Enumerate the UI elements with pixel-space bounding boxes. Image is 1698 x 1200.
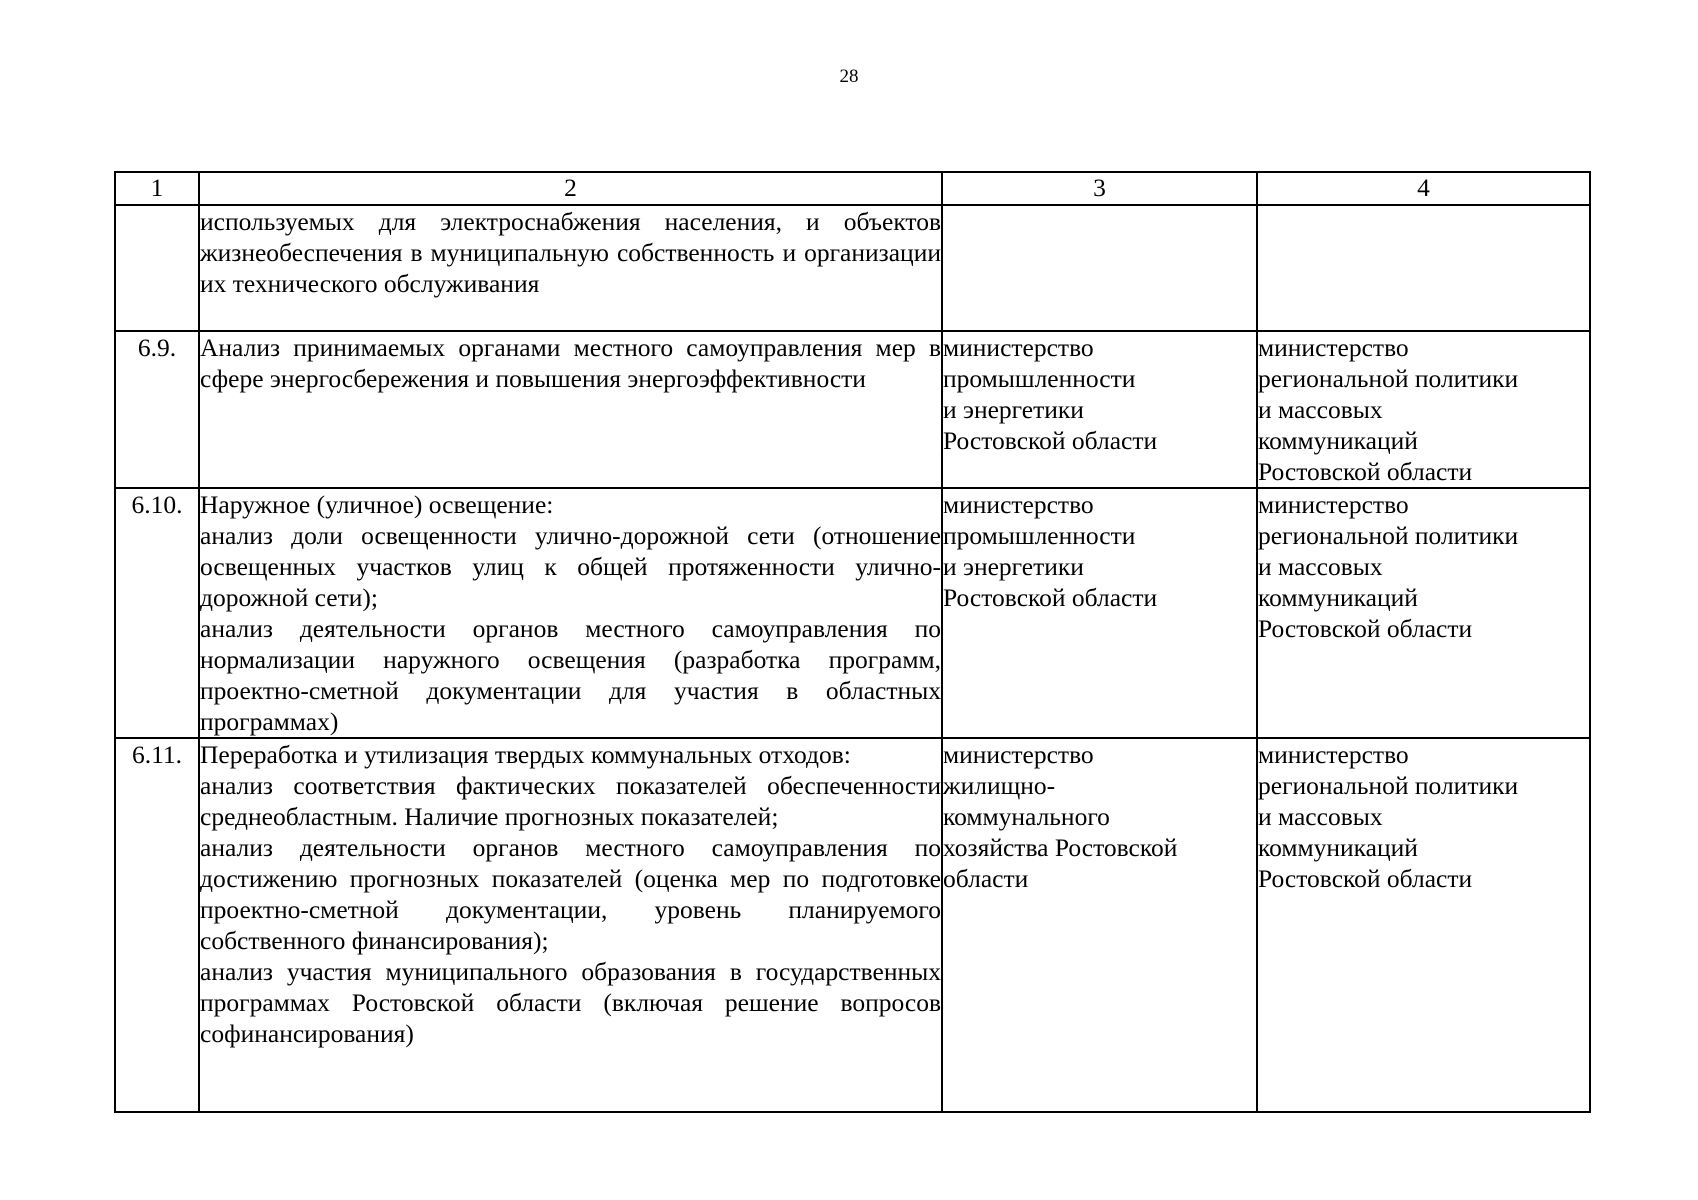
coexecutor-cell (1257, 331, 1590, 488)
responsible-line: министерство (943, 333, 1094, 362)
responsible-line: Ростовской области (943, 426, 1158, 455)
header-col-2: 2 (199, 172, 942, 205)
coexecutor-line: региональной политики (1258, 364, 1519, 393)
description-text: используемых для электроснабжения населения, и объектов жизнеобеспечения в муниципальную собственность и организации их технического обслуживания (200, 207, 941, 298)
responsible-cell (942, 205, 1257, 331)
row-description (199, 205, 942, 331)
coexecutor-line: Ростовской области (1258, 457, 1473, 486)
responsible-line: промышленности (943, 364, 1136, 393)
coexecutor-line: коммуникаций (1258, 583, 1418, 612)
coexecutor-line: и массовых (1258, 802, 1383, 831)
responsible-cell (942, 331, 1257, 488)
row-description (199, 331, 942, 488)
coexecutor-line: и массовых (1258, 395, 1383, 424)
coexecutor-line: региональной политики (1258, 521, 1519, 550)
responsible-cell (942, 488, 1257, 738)
measures-table (114, 171, 1591, 1113)
description-text: Анализ принимаемых органами местного самоуправления мер в сфере энергосбережения и повышения энергоэффективности (200, 333, 941, 393)
responsible-line: коммунального (943, 802, 1110, 831)
table-header-row (115, 172, 1590, 205)
responsible-line: и энергетики (943, 395, 1084, 424)
description-text: Переработка и утилизация твердых коммунальных отходов: (200, 740, 851, 769)
description-text: анализ деятельности органов местного самоуправления по достижению прогнозных показателей (оценка мер по подготовке проектно-сметной документации, уровень планируемого собственного финансирования); (200, 833, 941, 955)
table-row (115, 488, 1590, 738)
row-number: 6.10. (115, 488, 199, 738)
coexecutor-line: коммуникаций (1258, 833, 1418, 862)
row-number: 6.9. (115, 331, 199, 488)
coexecutor-line: министерство (1258, 740, 1409, 769)
description-text: анализ соответствия фактических показателей обеспеченности среднеобластным. Наличие прогнозных показателей; (200, 771, 941, 831)
header-col-3: 3 (942, 172, 1257, 205)
responsible-cell (942, 738, 1257, 1112)
responsible-line: промышленности (943, 521, 1136, 550)
row-number (115, 205, 199, 331)
description-text: Наружное (уличное) освещение: (200, 490, 554, 519)
coexecutor-line: и массовых (1258, 552, 1383, 581)
header-col-4: 4 (1257, 172, 1590, 205)
page-number: 28 (839, 66, 859, 87)
coexecutor-line: коммуникаций (1258, 426, 1418, 455)
coexecutor-line: Ростовской области (1258, 864, 1473, 893)
row-description (199, 488, 942, 738)
description-text: анализ доли освещенности улично-дорожной сети (отношение освещенных участков улиц к общей протяженности улично-дорожной сети); (200, 521, 941, 612)
coexecutor-line: региональной политики (1258, 771, 1519, 800)
table-row (115, 738, 1590, 1112)
coexecutor-line: Ростовской области (1258, 614, 1473, 643)
coexecutor-line: министерство (1258, 490, 1409, 519)
coexecutor-cell (1257, 205, 1590, 331)
responsible-line: области (943, 864, 1029, 893)
table-row (115, 331, 1590, 488)
responsible-line: министерство (943, 740, 1094, 769)
responsible-line: министерство (943, 490, 1094, 519)
coexecutor-cell (1257, 738, 1590, 1112)
responsible-line: хозяйства Ростовской (943, 833, 1178, 862)
responsible-line: Ростовской области (943, 583, 1158, 612)
responsible-line: жилищно- (943, 771, 1056, 800)
header-col-1: 1 (115, 172, 199, 205)
responsible-line: и энергетики (943, 552, 1084, 581)
row-number: 6.11. (115, 738, 199, 1112)
table-row (115, 205, 1590, 331)
row-description (199, 738, 942, 1112)
coexecutor-cell (1257, 488, 1590, 738)
coexecutor-line: министерство (1258, 333, 1409, 362)
description-text: анализ участия муниципального образования в государственных программах Ростовской области (включая решение вопросов софинансирования) (200, 957, 941, 1048)
description-text: анализ деятельности органов местного самоуправления по нормализации наружного освещения (разработка программ, проектно-сметной документации для участия в областных программах) (200, 614, 941, 736)
